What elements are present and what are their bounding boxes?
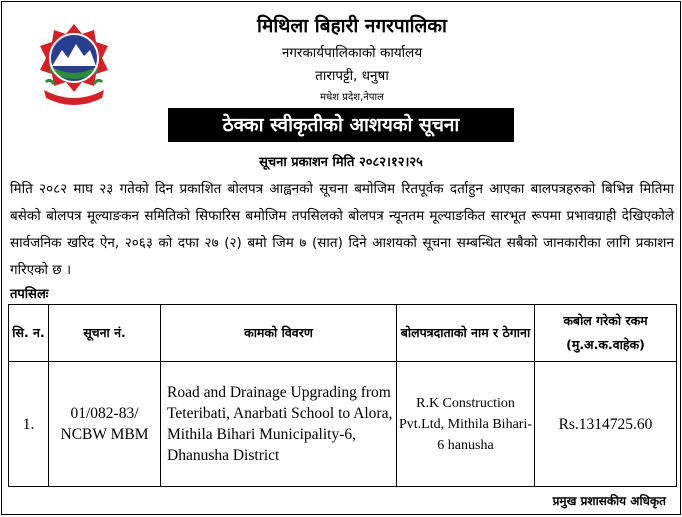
municipality-name: मिथिला बिहारी नगरपालिका — [257, 15, 447, 37]
cell-amount: Rs.1314725.60 — [535, 362, 677, 487]
province-name: मधेश प्रदेश,नेपाल — [320, 92, 384, 103]
notice-title-banner: ठेक्का स्वीकृतीको आशयको सूचना — [168, 108, 514, 142]
col-header-notice-no: सूचना नं. — [49, 305, 161, 362]
cell-description: Road and Drainage Upgrading from Teteribati, Anarbati School to Alora, Mithila Bihari Municipality-6, Dhanusha District — [161, 362, 397, 487]
cell-notice-no: 01/082-83/ NCBW MBM — [49, 362, 161, 487]
municipality-emblem-icon — [36, 20, 112, 108]
details-label: तपसिलः — [10, 287, 49, 302]
office-address: तारापट्टी, धनुषा — [315, 68, 389, 84]
table-row — [9, 362, 677, 487]
col-header-description: कामको विवरण — [161, 305, 397, 362]
publish-date: सूचना प्रकाशन मिति २०८२।१२।२५ — [259, 155, 423, 170]
signature-title: प्रमुख प्रशासकीय अधिकृत — [552, 494, 666, 508]
office-name: नगरकार्यपालिकाको कार्यालय — [281, 45, 423, 61]
table-header-row — [9, 305, 677, 362]
cell-sn: 1. — [9, 362, 49, 487]
notice-body: मिति २०८२ माघ २३ गतेको दिन प्रकाशित बोलपत्र आह्वनको सूचना बमोजिम रितपूर्वक दर्ताहुन आएका बालपत्रहरुको बिभिन्न मितिमा बसेको बोलपत्र मूल्याङकन समितिको सिफारिस बमोजिम तपसिलको बोलपत्र न्यूनतम मूल्याङकित सारभूत रूपमा प्रभावग्राही देखिएकोले सार्वजनिक खरिद ऐन, २०६३ को दफा २७ (२) बमो जिम ७ (सात) दिने आशयको सूचना सम्बन्धित सबैको जानकारीका लागि प्रकाशन गरिएको छ । — [10, 181, 674, 278]
notice-page — [1, 1, 681, 515]
col-header-amount: कबोल गरेको रकम (मु.अ.क.वाहेक) — [535, 305, 677, 362]
award-table — [8, 304, 677, 487]
col-header-sn: सि. न. — [9, 305, 49, 362]
col-header-bidder: बोलपत्रदाताको नाम र ठेगाना — [397, 305, 535, 362]
cell-bidder: R.K Construction Pvt.Ltd, Mithila Bihari-6 hanusha — [397, 362, 535, 487]
